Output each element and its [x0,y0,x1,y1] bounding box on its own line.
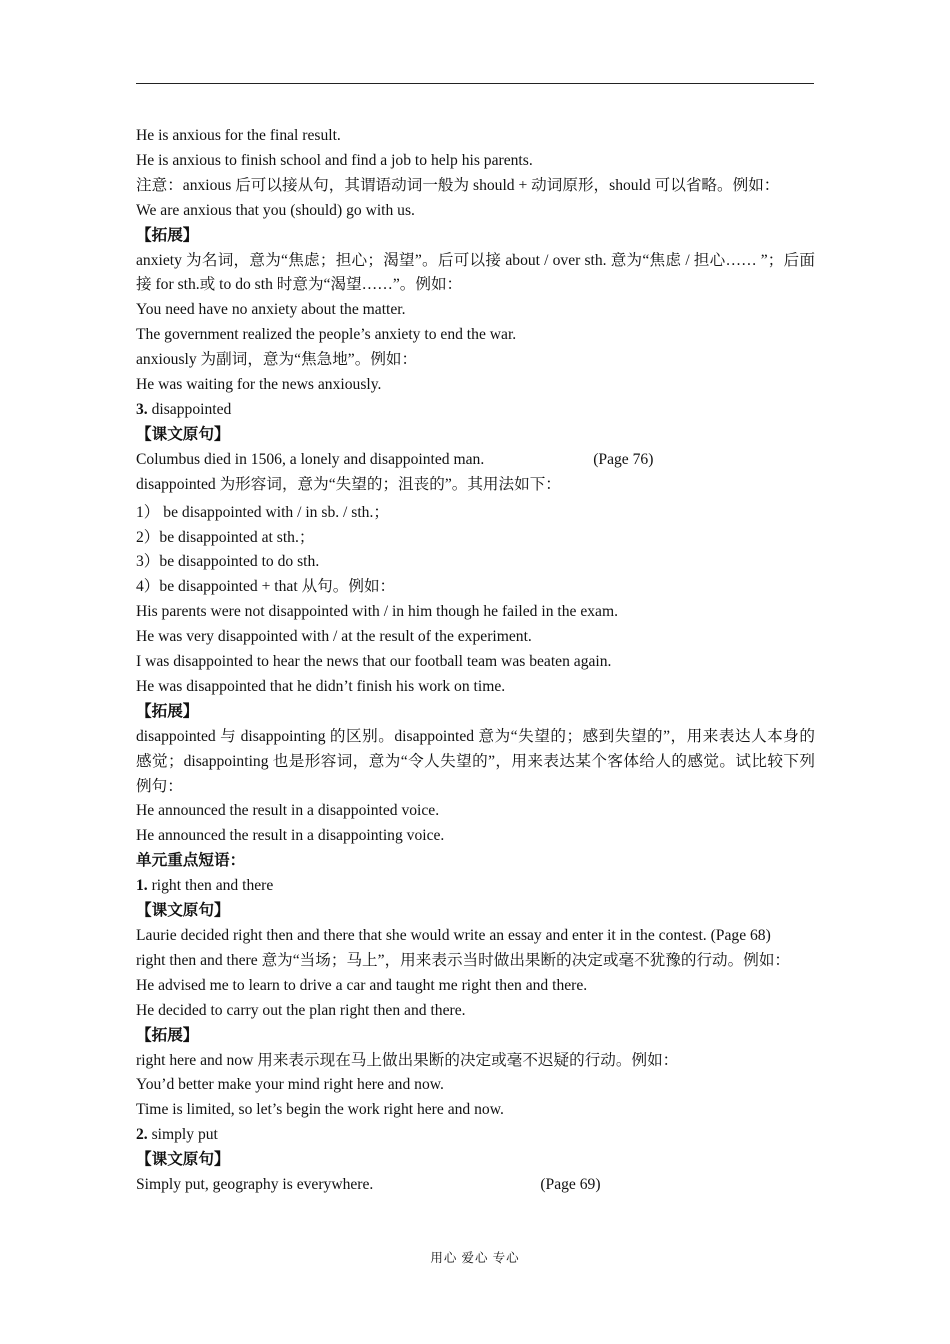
explanation-paragraph: anxiously 为副词，意为“焦急地”。例如： [136,351,418,369]
example-sentence: We are anxious that you (should) go with us. [136,201,415,219]
page-reference: (Page 76) [593,450,654,468]
phrase-text: simply put [151,1126,218,1144]
vocab-heading [136,398,815,423]
example-sentence: He was waiting for the news anxiously. [136,376,382,394]
header-rule [136,83,814,84]
usage-item: 4）be disappointed + that 从句。例如： [136,578,396,596]
usage-item: 1） be disappointed with / in sb. / sth.； [136,503,389,521]
example-sentence: The government realized the people’s anxiety to end the war. [136,326,517,344]
example-sentence: His parents were not disappointed with / in him though he failed in the exam. [136,603,619,621]
example-sentence: He announced the result in a disappointed voice. [136,802,440,820]
document-body [136,124,815,1198]
phrase-heading [136,1123,815,1148]
vocab-number: 3. [136,400,148,418]
vocab-word: disappointed [151,400,232,418]
example-sentence: Time is limited, so let’s begin the work right here and now. [136,1101,504,1119]
example-sentence: He was very disappointed with / at the result of the experiment. [136,628,532,646]
explanation-paragraph: disappointed 与 disappointing 的区别。disappointed 意为“失望的；感到失望的”，用来表达人本身的感觉；disappointing 也是形容词，意为“令人失望的”，用来表达某个客体给人的感觉。试比较下列例句： [136,727,815,795]
section-label-extension: 【拓展】 [136,702,199,720]
example-sentence: You need have no anxiety about the matter. [136,301,406,319]
page-footer: 用心 爱心 专心 [430,1251,520,1265]
section-label-original-sentence: 【课文原句】 [136,425,230,443]
usage-item: 2）be disappointed at sth.； [136,528,315,546]
explanation-paragraph: right here and now 用来表示现在马上做出果断的决定或毫不迟疑的行动。例如： [136,1051,679,1069]
original-sentence-text: Simply put, geography is everywhere. [136,1176,374,1194]
phrase-number: 2. [136,1126,148,1144]
phrase-heading [136,874,815,899]
page-reference: (Page 69) [540,1176,601,1194]
original-sentence [136,1173,815,1198]
section-label-extension: 【拓展】 [136,1026,199,1044]
section-label-original-sentence: 【课文原句】 [136,1151,230,1169]
example-sentence: He announced the result in a disappointing voice. [136,827,445,845]
original-sentence: Laurie decided right then and there that she would write an essay and enter it in the contest. (Page 68) [136,927,771,944]
note-paragraph: 注意：anxious 后可以接从句，其谓语动词一般为 should + 动词原形，should 可以省略。例如： [136,176,780,194]
example-sentence: I was disappointed to hear the news that our football team was beaten again. [136,653,612,671]
example-sentence: You’d better make your mind right here and now. [136,1076,444,1094]
original-sentence-text: Columbus died in 1506, a lonely and disappointed man. [136,450,485,468]
example-sentence: He is anxious to finish school and find a job to help his parents. [136,151,533,169]
example-sentence: He is anxious for the final result. [136,127,341,144]
usage-item: 3）be disappointed to do sth. [136,553,320,571]
example-sentence: He decided to carry out the plan right then and there. [136,1001,466,1019]
phrase-number: 1. [136,877,148,895]
section-label-original-sentence: 【课文原句】 [136,902,230,920]
unit-phrases-heading: 单元重点短语： [136,852,246,870]
explanation-paragraph: anxiety 为名词，意为“焦虑；担心；渴望”。后可以接 about / over sth. 意为“焦虑 / 担心…… ”；后面接 for sth.或 to do sth 时意为“渴望……”。例如： [136,251,815,294]
explanation-paragraph: disappointed 为形容词，意为“失望的；沮丧的”。其用法如下： [136,475,561,493]
explanation-paragraph: right then and there 意为“当场；马上”，用来表示当时做出果断的决定或毫不犹豫的行动。例如： [136,951,791,969]
example-sentence: He was disappointed that he didn’t finish his work on time. [136,677,506,695]
example-sentence: He advised me to learn to drive a car and taught me right then and there. [136,976,588,994]
original-sentence [136,448,815,473]
section-label-extension: 【拓展】 [136,226,199,244]
phrase-text: right then and there [151,877,274,895]
